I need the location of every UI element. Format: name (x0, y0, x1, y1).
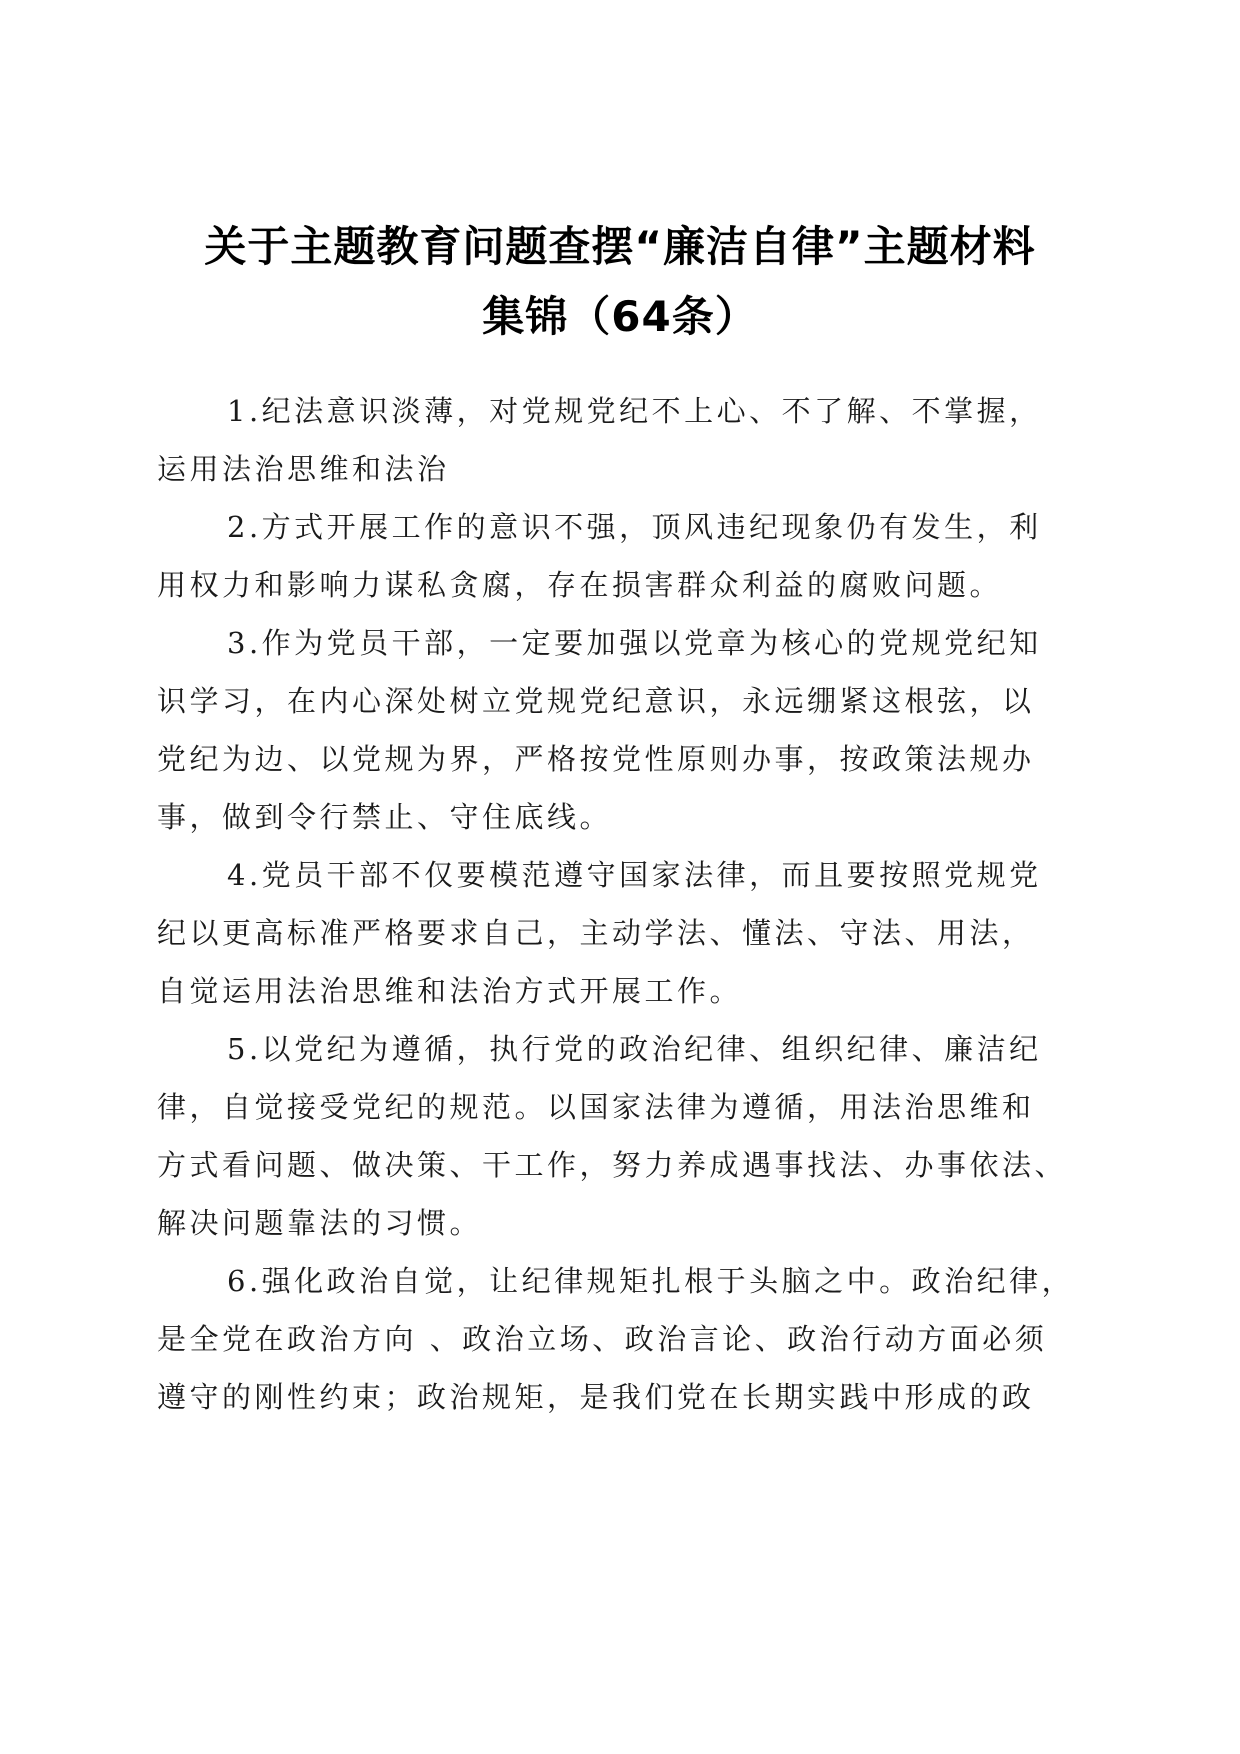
paragraph-6 (157, 1252, 1089, 1426)
paragraph-line: 解决问题靠法的习惯。 (157, 1206, 483, 1240)
paragraph-line: 律，自觉接受党纪的规范。以国家法律为遵循，用法治思维和 (157, 1090, 1035, 1124)
paragraph-line: 纪以更高标准严格要求自己，主动学法、懂法、守法、用法， (157, 916, 1035, 950)
paragraph-3 (157, 614, 1089, 846)
paragraph-line: 方式看问题、做决策、干工作，努力养成遇事找法、办事依法、 (157, 1148, 1068, 1182)
paragraph-line: 识学习，在内心深处树立党规党纪意识，永远绷紧这根弦，以 (157, 684, 1035, 718)
paragraph-line: 事，做到令行禁止、守住底线。 (157, 800, 613, 834)
paragraph-line: 自觉运用法治思维和法治方式开展工作。 (157, 974, 743, 1008)
paragraph-line: 是全党在政治方向 、政治立场、政治言论、政治行动方面必须 (157, 1322, 1048, 1356)
paragraph-line: 遵守的刚性约束；政治规矩，是我们党在长期实践中形成的政 (157, 1380, 1035, 1414)
paragraph-line: 党纪为边、以党规为界，严格按党性原则办事，按政策法规办 (157, 742, 1035, 776)
paragraph-5 (157, 1020, 1089, 1252)
paragraph-line: 3.作为党员干部，一定要加强以党章为核心的党规党纪知 (227, 626, 1042, 660)
paragraph-line: 2.方式开展工作的意识不强，顶风违纪现象仍有发生，利 (227, 510, 1042, 544)
paragraph-4 (157, 846, 1089, 1020)
paragraph-line: 5.以党纪为遵循，执行党的政治纪律、组织纪律、廉洁纪 (227, 1032, 1042, 1066)
paragraph-line: 运用法治思维和法治 (157, 452, 450, 486)
title-line-2: 集锦（64条） (482, 292, 758, 341)
document-title (150, 212, 1090, 352)
paragraph-line: 用权力和影响力谋私贪腐，存在损害群众利益的腐败问题。 (157, 568, 1003, 602)
paragraph-2 (157, 498, 1089, 614)
paragraph-line: 4.党员干部不仅要模范遵守国家法律，而且要按照党规党 (227, 858, 1042, 892)
paragraph-1 (157, 382, 1089, 498)
document-body (157, 382, 1089, 1426)
paragraph-line: 6.强化政治自觉，让纪律规矩扎根于头脑之中。政治纪律， (227, 1264, 1075, 1298)
paragraph-line: 1.纪法意识淡薄，对党规党纪不上心、不了解、不掌握， (227, 394, 1042, 428)
title-line-1: 关于主题教育问题查摆“廉洁自律”主题材料 (204, 222, 1036, 271)
